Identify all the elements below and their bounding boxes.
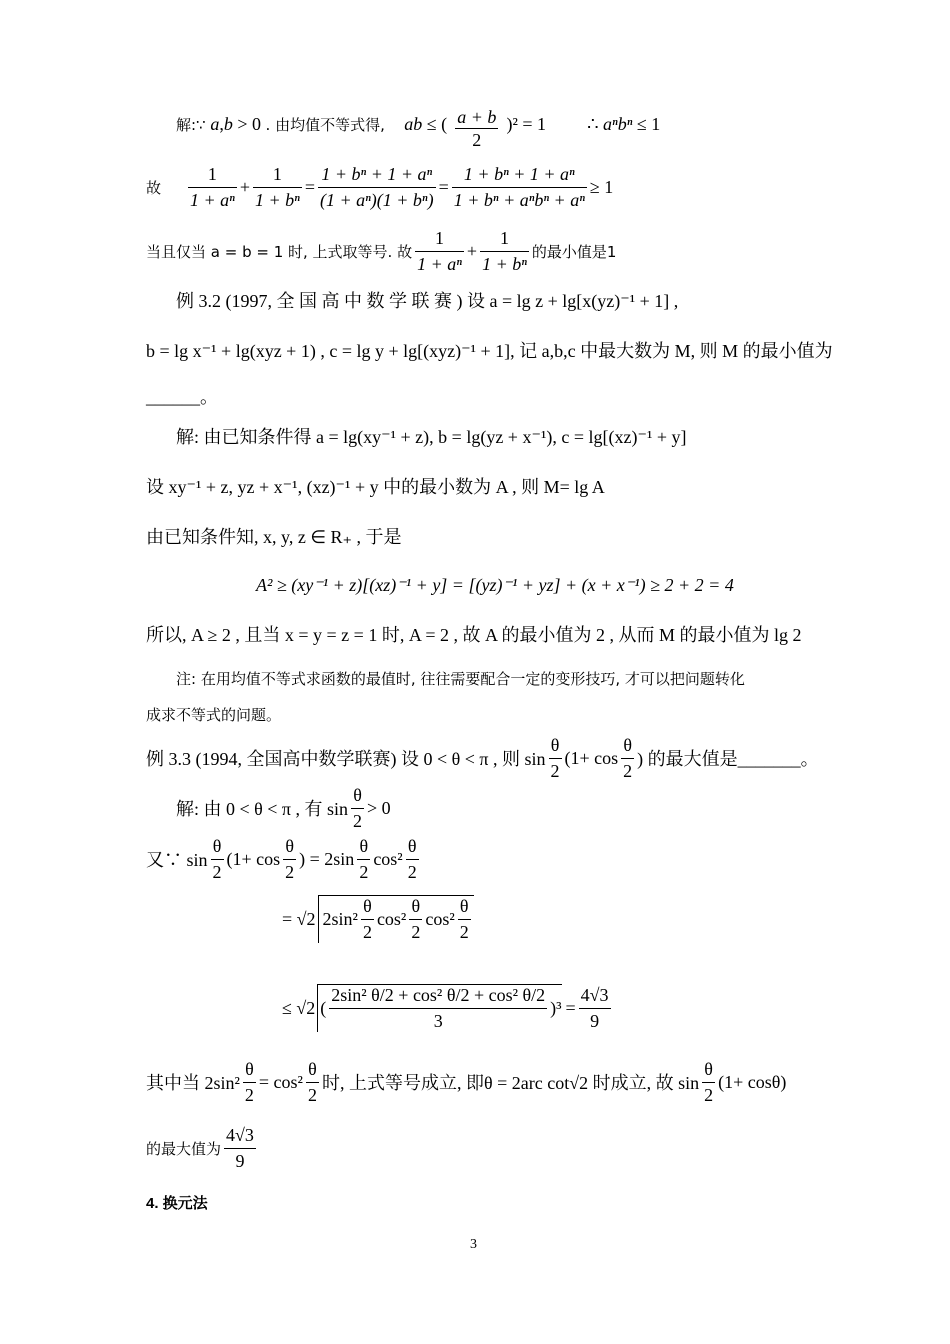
fraction: $\frac{4√3}{9}$: [226, 1124, 254, 1171]
fraction: $\frac{\theta}{2}$: [353, 784, 363, 831]
example-3-2-line-3: ______。: [146, 387, 218, 407]
section-heading: 4. 换元法: [146, 1195, 208, 1212]
fraction: $\frac{\theta}{2}$: [704, 1058, 714, 1105]
solution-2-inequality: A² ≥ (xy⁻¹ + z)[(xz)⁻¹ + y] = [(yz)⁻¹ + yz] + (x + x⁻¹) ≥ 2 + 2 = 4: [256, 575, 734, 595]
solution-3-line-5: 其中当 2sin² $\frac{\theta}{2}$ = cos² $\frac{\theta}{2}$ 时, 上式等号成立, 即θ = 2arc cot√2 时成立, 故 sin $\frac{\theta}{2}$ (1+ cosθ): [146, 1058, 787, 1105]
example-3-2-line-1: 例 3.2 (1997, 全 国 高 中 数 学 联 赛 ) 设 a = lg z + lg[x(yz)⁻¹ + 1] ,: [176, 291, 679, 311]
fraction: $\frac{\theta}{2}$: [359, 835, 369, 882]
fraction: $\frac{\text{1 + bⁿ + 1 + aⁿ}}{\text{(1 + aⁿ)(1 + bⁿ)}}$: [319, 163, 434, 210]
fraction: $\frac{\text{1 + bⁿ + 1 + aⁿ}}{\text{1 + bⁿ + aⁿbⁿ + aⁿ}}$: [453, 163, 585, 210]
fraction: $\frac{1}{\text{1 + aⁿ}}$: [417, 227, 462, 274]
note-line-2: 成求不等式的问题。: [146, 706, 282, 724]
fraction: $\frac{\theta}{2}$: [550, 734, 560, 781]
fraction: $\frac{1}{\text{1 + aⁿ}}$: [190, 163, 235, 210]
fraction: $\frac{\theta}{2}$: [411, 896, 421, 942]
fraction: $\frac{\theta}{2}$: [407, 835, 417, 882]
fraction: $\frac{\theta}{2}$: [307, 1058, 317, 1105]
fraction: $\frac{\theta}{2}$: [244, 1058, 254, 1105]
example-3-2-line-2: b = lg x⁻¹ + lg(xyz + 1) , c = lg y + lg[(xyz)⁻¹ + 1], 记 a,b,c 中最大数为 M, 则 M 的最小值为: [146, 341, 833, 361]
solution-2-line-2: 设 xy⁻¹ + z, yz + x⁻¹, (xz)⁻¹ + y 中的最小数为 A , 则 M= lg A: [146, 477, 605, 497]
solution-3-line-2: 又∵ sin $\frac{\theta}{2}$ (1+ cos $\frac{\theta}{2}$ ) = 2sin $\frac{\theta}{2}$ cos² $\frac{\theta}{2}$: [146, 835, 417, 882]
fraction: $\frac{\theta}{2}$: [459, 896, 469, 942]
fraction: $\frac{4√3}{9}$: [580, 984, 609, 1031]
solution-1-line-2: 故 $\frac{1}{\text{1 + aⁿ}}$ + $\frac{1}{\text{1 + bⁿ}}$ = $\frac{\text{1 + bⁿ + 1 + aⁿ}}{\text{(1 + aⁿ)(1 + bⁿ)}}$ = $\frac{\text{1 + bⁿ + 1 + aⁿ}}{\text{1 + bⁿ + aⁿbⁿ + aⁿ}}$ ≥ 1: [146, 163, 614, 210]
solution-2-conclusion: 所以, A ≥ 2 , 且当 x = y = z = 1 时, A = 2 , 故 A 的最小值为 2 , 从而 M 的最小值为 lg 2: [146, 625, 802, 645]
fraction: $\frac{\text{2sin² θ/2 + cos² θ/2 + cos² θ/2}}{3}$: [331, 985, 546, 1031]
fraction: $\frac{a + b}{2}$: [457, 107, 497, 150]
note-line-1: 注: 在用均值不等式求函数的最值时, 往往需要配合一定的变形技巧, 才可以把问题转化: [176, 670, 745, 688]
example-3-3: 例 3.3 (1994, 全国高中数学联赛) 设 0 < θ < π , 则 sin $\frac{\theta}{2}$ (1+ cos $\frac{\theta}{2}$ ) 的最大值是_______。: [146, 734, 819, 781]
fraction: $\frac{\theta}{2}$: [212, 835, 222, 882]
solution-3-line-1: 解: 由 0 < θ < π , 有 sin $\frac{\theta}{2}$ > 0: [176, 784, 391, 831]
fraction: $\frac{1}{\text{1 + bⁿ}}$: [482, 227, 527, 274]
solution-2-line-1: 解: 由已知条件得 a = lg(xy⁻¹ + z), b = lg(yz + x⁻¹), c = lg[(xz)⁻¹ + y]: [176, 427, 687, 447]
solution-3-line-3: = √2 2sin² $\frac{\theta}{2}$ cos² $\frac{\theta}{2}$ cos² $\frac{\theta}{2}$: [282, 894, 474, 944]
fraction: $\frac{\theta}{2}$: [623, 734, 633, 781]
sqrt-radical: 2sin² $\frac{\theta}{2}$ cos² $\frac{\theta}{2}$ cos² $\frac{\theta}{2}$: [318, 895, 474, 943]
solution-1-line-3: 当且仅当 a = b = 1 时, 上式取等号. 故 $\frac{1}{\text{1 + aⁿ}}$ + $\frac{1}{\text{1 + bⁿ}}$ 的最小值是1: [146, 227, 617, 274]
fraction: $\frac{\theta}{2}$: [362, 896, 372, 942]
solution-3-line-6: 的最大值为 $\frac{4√3}{9}$: [146, 1124, 254, 1171]
solution-3-line-4: ≤ √2 ( $\frac{\text{2sin² θ/2 + cos² θ/2 + cos² θ/2}}{3}$ )³ = $\frac{4√3}{9}$: [282, 984, 609, 1031]
solution-1-line-1: 解:∵ a,b > 0 . 由均值不等式得, ab ≤ ( $\frac{a + b}{2}$ )² = 1 ∴ aⁿbⁿ ≤ 1: [176, 107, 661, 150]
page-number: 3: [470, 1237, 477, 1252]
solution-2-line-3: 由已知条件知, x, y, z ∈ R₊ , 于是: [146, 527, 402, 547]
fraction: $\frac{\theta}{2}$: [285, 835, 295, 882]
fraction: $\frac{1}{\text{1 + bⁿ}}$: [255, 163, 300, 210]
sqrt-radical: ( $\frac{\text{2sin² θ/2 + cos² θ/2 + cos² θ/2}}{3}$ )³: [317, 984, 561, 1032]
